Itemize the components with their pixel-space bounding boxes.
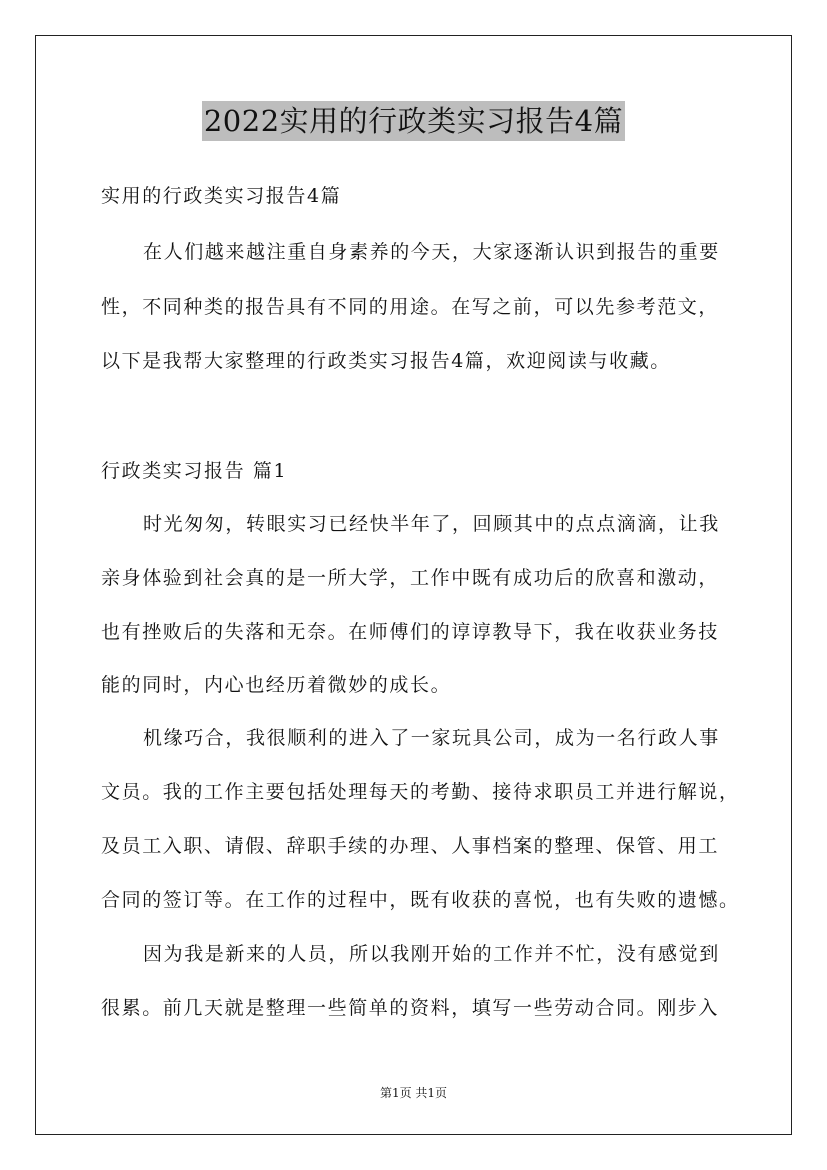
paragraph-line: 及员工入职、请假、辞职手续的办理、人事档案的整理、保管、用工 [101,835,720,857]
paragraph-line: 很累。前几天就是整理一些简单的资料，填写一些劳动合同。刚步入 [101,997,720,1019]
document-title: 2022实用的行政类实习报告4篇 [202,101,625,141]
paragraph-line: 合同的签订等。在工作的过程中，既有收获的喜悦，也有失败的遗憾。 [101,889,740,911]
paragraph-line: 能的同时，内心也经历着微妙的成长。 [101,674,452,696]
intro-line: 性，不同种类的报告具有不同的用途。在写之前，可以先参考范文， [101,296,720,318]
paragraph-line: 亲身体验到社会真的是一所大学，工作中既有成功后的欣喜和激动， [101,567,720,589]
intro-line: 在人们越来越注重自身素养的今天，大家逐渐认识到报告的重要 [143,241,720,263]
paragraph-line: 机缘巧合，我很顺利的进入了一家玩具公司，成为一名行政人事 [143,727,720,749]
intro-line: 以下是我帮大家整理的行政类实习报告4篇，欢迎阅读与收藏。 [101,350,671,372]
paragraph-line: 也有挫败后的失落和无奈。在师傅们的谆谆教导下，我在收获业务技 [101,621,720,643]
page-footer: 第1页 共1页 [379,1086,448,1100]
document-subtitle: 实用的行政类实习报告4篇 [101,185,342,207]
paragraph-line: 时光匆匆，转眼实习已经快半年了，回顾其中的点点滴滴，让我 [143,513,720,535]
paragraph-line: 文员。我的工作主要包括处理每天的考勤、接待求职员工并进行解说， [101,781,740,803]
paragraph-line: 因为我是新来的人员，所以我刚开始的工作并不忙，没有感觉到 [143,943,720,965]
title-container [0,101,827,141]
section-heading: 行政类实习报告 篇1 [101,460,288,482]
